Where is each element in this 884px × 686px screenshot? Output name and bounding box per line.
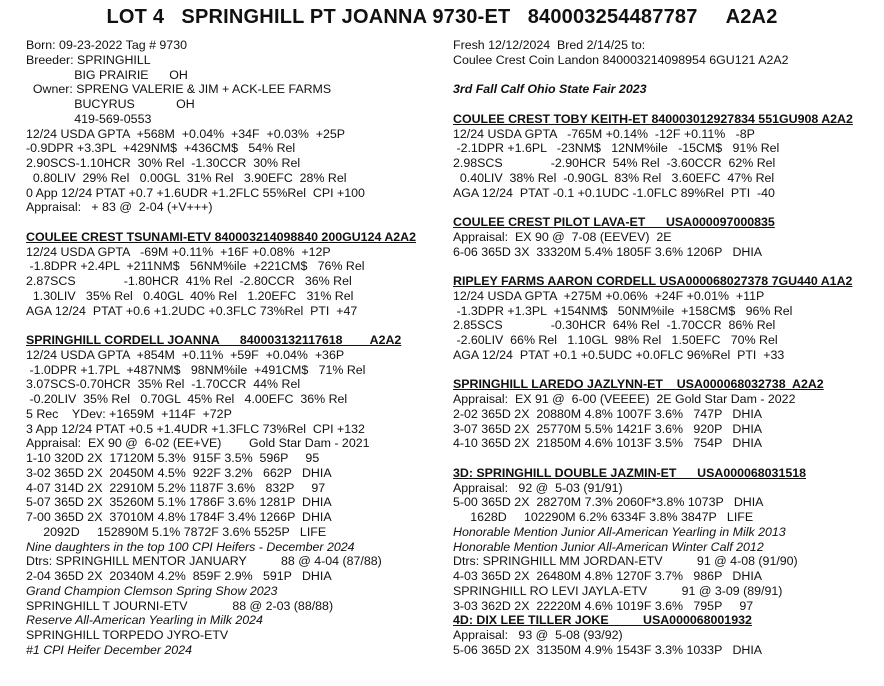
info-line: SPRINGHILL TORPEDO JYRO-ETV [26, 628, 229, 642]
pedigree-heading: RIPLEY FARMS AARON CORDELL USA000068027378 7GU440 A1A2 [453, 274, 853, 288]
honor-line: Reserve All-American Yearling in Milk 2024 [26, 613, 263, 628]
info-line: 419-569-0553 [26, 111, 152, 126]
info-line: 5 Rec YDev: +1659M +114F +72P [26, 406, 232, 421]
info-line: 12/24 USDA GPTA -69M +0.11% +16F +0.08% +12P [26, 244, 331, 259]
info-line: SPRINGHILL T JOURNI-ETV 88 @ 2-03 (88/88) [26, 598, 334, 613]
info-line: 0 App 12/24 PTAT +0.7 +1.6UDR +1.2FLC 55%Rel CPI +100 [26, 185, 365, 200]
info-line: 0.80LIV 29% Rel 0.00GL 31% Rel 3.90EFC 28% Rel [26, 170, 347, 185]
info-line: 5-06 365D 2X 31350M 4.9% 1543F 3.3% 1033P DHIA [453, 642, 763, 657]
spacer [26, 215, 441, 230]
info-line: BIG PRAIRIE OH [26, 67, 188, 82]
info-line: 3-03 362D 2X 22220M 4.6% 1019F 3.6% 795P 97 [453, 598, 754, 613]
info-line: 12/24 USDA GPTA +854M +0.11% +59F +0.04% +36P [26, 347, 345, 362]
info-line: 2.87SCS -1.80HCR 41% Rel -2.80CCR 36% Rel [26, 274, 352, 288]
info-line: 2.90SCS-1.10HCR 30% Rel -1.30CCR 30% Rel [26, 156, 301, 170]
pedigree-heading: COULEE CREST PILOT LAVA-ET USA000097000835 [453, 215, 775, 229]
pedigree-heading: COULEE CREST TSUNAMI-ETV 840003214098840 200GU124 A2A2 [26, 229, 417, 244]
info-line: 7-00 365D 2X 37010M 4.8% 1784F 3.4% 1266P DHIA [26, 510, 332, 524]
pedigree-heading: 4D: DIX LEE TILLER JOKE USA000068001932 [453, 613, 752, 628]
info-line: 4-03 365D 2X 26480M 4.8% 1270F 3.7% 986P DHIA [453, 569, 763, 583]
info-line: 12/24 USDA GPTA +568M +0.04% +34F +0.03% +25P [26, 126, 346, 141]
info-line: Owner: SPRENG VALERIE & JIM + ACK-LEE FARMS [26, 82, 332, 97]
info-line: SPRINGHILL RO LEVI JAYLA-ETV 91 @ 3-09 (89/91) [453, 583, 783, 598]
spacer [453, 200, 878, 215]
info-line: Appraisal: EX 90 @ 7-08 (EEVEV) 2E [453, 229, 672, 244]
info-line: 2-04 365D 2X 20340M 4.2% 859F 2.9% 591P DHIA [26, 569, 332, 583]
honor-line: Honorable Mention Junior All-American Yearling in Milk 2013 [453, 524, 786, 539]
spacer [26, 318, 441, 333]
info-line: 1.30LIV 35% Rel 0.40GL 40% Rel 1.20EFC 31% Rel [26, 288, 354, 303]
info-line: -1.8DPR +2.4PL +211NM$ 56NM%ile +221CM$ 76% Rel [26, 259, 365, 274]
pedigree-heading: SPRINGHILL CORDELL JOANNA 840003132117618 A2A2 [26, 333, 402, 347]
info-line: 4-07 314D 2X 22910M 5.2% 1187F 3.6% 832P 97 [26, 480, 326, 495]
honor-line: 3rd Fall Calf Ohio State Fair 2023 [453, 82, 647, 97]
spacer [453, 451, 878, 466]
pedigree-heading: COULEE CREST TOBY KEITH-ET 840003012927834 551GU908 A2A2 [453, 111, 853, 126]
info-line: 3.07SCS-0.70HCR 35% Rel -1.70CCR 44% Rel [26, 377, 301, 392]
info-line: -2.60LIV 66% Rel 1.10GL 98% Rel 1.50EFC 70% Rel [453, 333, 778, 347]
info-line: Dtrs: SPRINGHILL MM JORDAN-ETV 91 @ 4-08 (91/90) [453, 554, 798, 569]
right-column [453, 38, 878, 658]
info-line: Dtrs: SPRINGHILL MENTOR JANUARY 88 @ 4-04 (87/88) [26, 554, 382, 569]
info-line: 2.85SCS -0.30HCR 64% Rel -1.70CCR 86% Rel [453, 318, 776, 333]
info-line: -0.9DPR +3.3PL +429NM$ +436CM$ 54% Rel [26, 141, 296, 156]
info-line: 3-07 365D 2X 25770M 5.5% 1421F 3.6% 920P DHIA [453, 421, 763, 436]
pedigree-heading: SPRINGHILL LAREDO JAZLYNN-ET USA000068032738 A2A2 [453, 377, 824, 392]
info-line: 0.40LIV 38% Rel -0.90GL 83% Rel 3.60EFC 47% Rel [453, 170, 775, 185]
info-line: 3-02 365D 2X 20450M 4.5% 922F 3.2% 662P DHIA [26, 465, 332, 480]
info-line: 2-02 365D 2X 20880M 4.8% 1007F 3.6% 747P DHIA [453, 406, 763, 421]
info-line: Fresh 12/12/2024 Bred 2/14/25 to: [453, 38, 646, 52]
info-line: 2.98SCS -2.90HCR 54% Rel -3.60CCR 62% Rel [453, 156, 776, 170]
info-line: 5-00 365D 2X 28270M 7.3% 2060F*3.8% 1073P DHIA [453, 495, 764, 510]
info-line: Born: 09-23-2022 Tag # 9730 [26, 38, 187, 52]
page-title: LOT 4 SPRINGHILL PT JOANNA 9730-ET 840003254487787 A2A2 [106, 6, 778, 28]
info-line: Breeder: SPRINGHILL [26, 52, 151, 67]
pedigree-heading: 3D: SPRINGHILL DOUBLE JAZMIN-ET USA000068031518 [453, 465, 807, 480]
info-line: 1-10 320D 2X 17120M 5.3% 915F 3.5% 596P 95 [26, 451, 320, 465]
spacer [453, 97, 878, 112]
info-line: Appraisal: EX 90 @ 6-02 (EE+VE) Gold Star Dam - 2021 [26, 436, 370, 451]
info-line: -2.1DPR +1.6PL -23NM$ 12NM%ile -15CM$ 91% Rel [453, 141, 780, 156]
info-line: 2092D 152890M 5.1% 7872F 3.6% 5525P LIFE [26, 524, 327, 539]
info-line: Appraisal: 93 @ 5-08 (93/92) [453, 628, 623, 642]
info-line: -1.3DPR +1.3PL +154NM$ 50NM%ile +158CM$ 96% Rel [453, 303, 793, 318]
info-line: AGA 12/24 PTAT +0.6 +1.2UDC +0.3FLC 73%Rel PTI +47 [26, 303, 358, 318]
info-line: Appraisal: EX 91 @ 6-00 (VEEEE) 2E Gold Star Dam - 2022 [453, 392, 796, 406]
spacer [453, 259, 878, 274]
honor-line: #1 CPI Heifer December 2024 [26, 642, 192, 657]
info-line: 12/24 USDA GPTA -765M +0.14% -12F +0.11% -8P [453, 126, 755, 141]
info-line: AGA 12/24 PTAT +0.1 +0.5UDC +0.0FLC 96%Rel PTI +33 [453, 347, 785, 362]
honor-line: Honorable Mention Junior All-American Winter Calf 2012 [453, 539, 764, 554]
info-line: Coulee Crest Coin Landon 840003214098954 6GU121 A2A2 [453, 52, 789, 67]
honor-line: Grand Champion Clemson Spring Show 2023 [26, 583, 278, 598]
info-line: Appraisal: + 83 @ 2-04 (+V+++) [26, 200, 213, 215]
info-line: 6-06 365D 3X 33320M 5.4% 1805F 3.6% 1206P DHIA [453, 244, 763, 259]
info-line: -0.20LIV 35% Rel 0.70GL 45% Rel 4.00EFC 36% Rel [26, 392, 348, 406]
info-line: BUCYRUS OH [26, 97, 195, 111]
info-line: 3 App 12/24 PTAT +0.5 +1.4UDR +1.3FLC 73%Rel CPI +132 [26, 421, 365, 436]
info-line: 12/24 USDA GPTA +275M +0.06% +24F +0.01% +11P [453, 288, 765, 303]
info-line: 5-07 365D 2X 35260M 5.1% 1786F 3.6% 1281P DHIA [26, 495, 332, 510]
spacer [453, 363, 878, 378]
info-line: 1628D 102290M 6.2% 6334F 3.8% 3847P LIFE [453, 510, 754, 524]
info-line: 4-10 365D 2X 21850M 4.6% 1013F 3.5% 754P DHIA [453, 436, 763, 451]
honor-line: Nine daughters in the top 100 CPI Heifers - December 2024 [26, 539, 355, 554]
spacer [453, 68, 878, 83]
info-line: -1.0DPR +1.7PL +487NM$ 98NM%ile +491CM$ 71% Rel [26, 362, 366, 377]
info-line: AGA 12/24 PTAT -0.1 +0.1UDC -1.0FLC 89%Rel PTI -40 [453, 185, 775, 200]
info-line: Appraisal: 92 @ 5-03 (91/91) [453, 480, 623, 495]
left-column [26, 38, 441, 658]
